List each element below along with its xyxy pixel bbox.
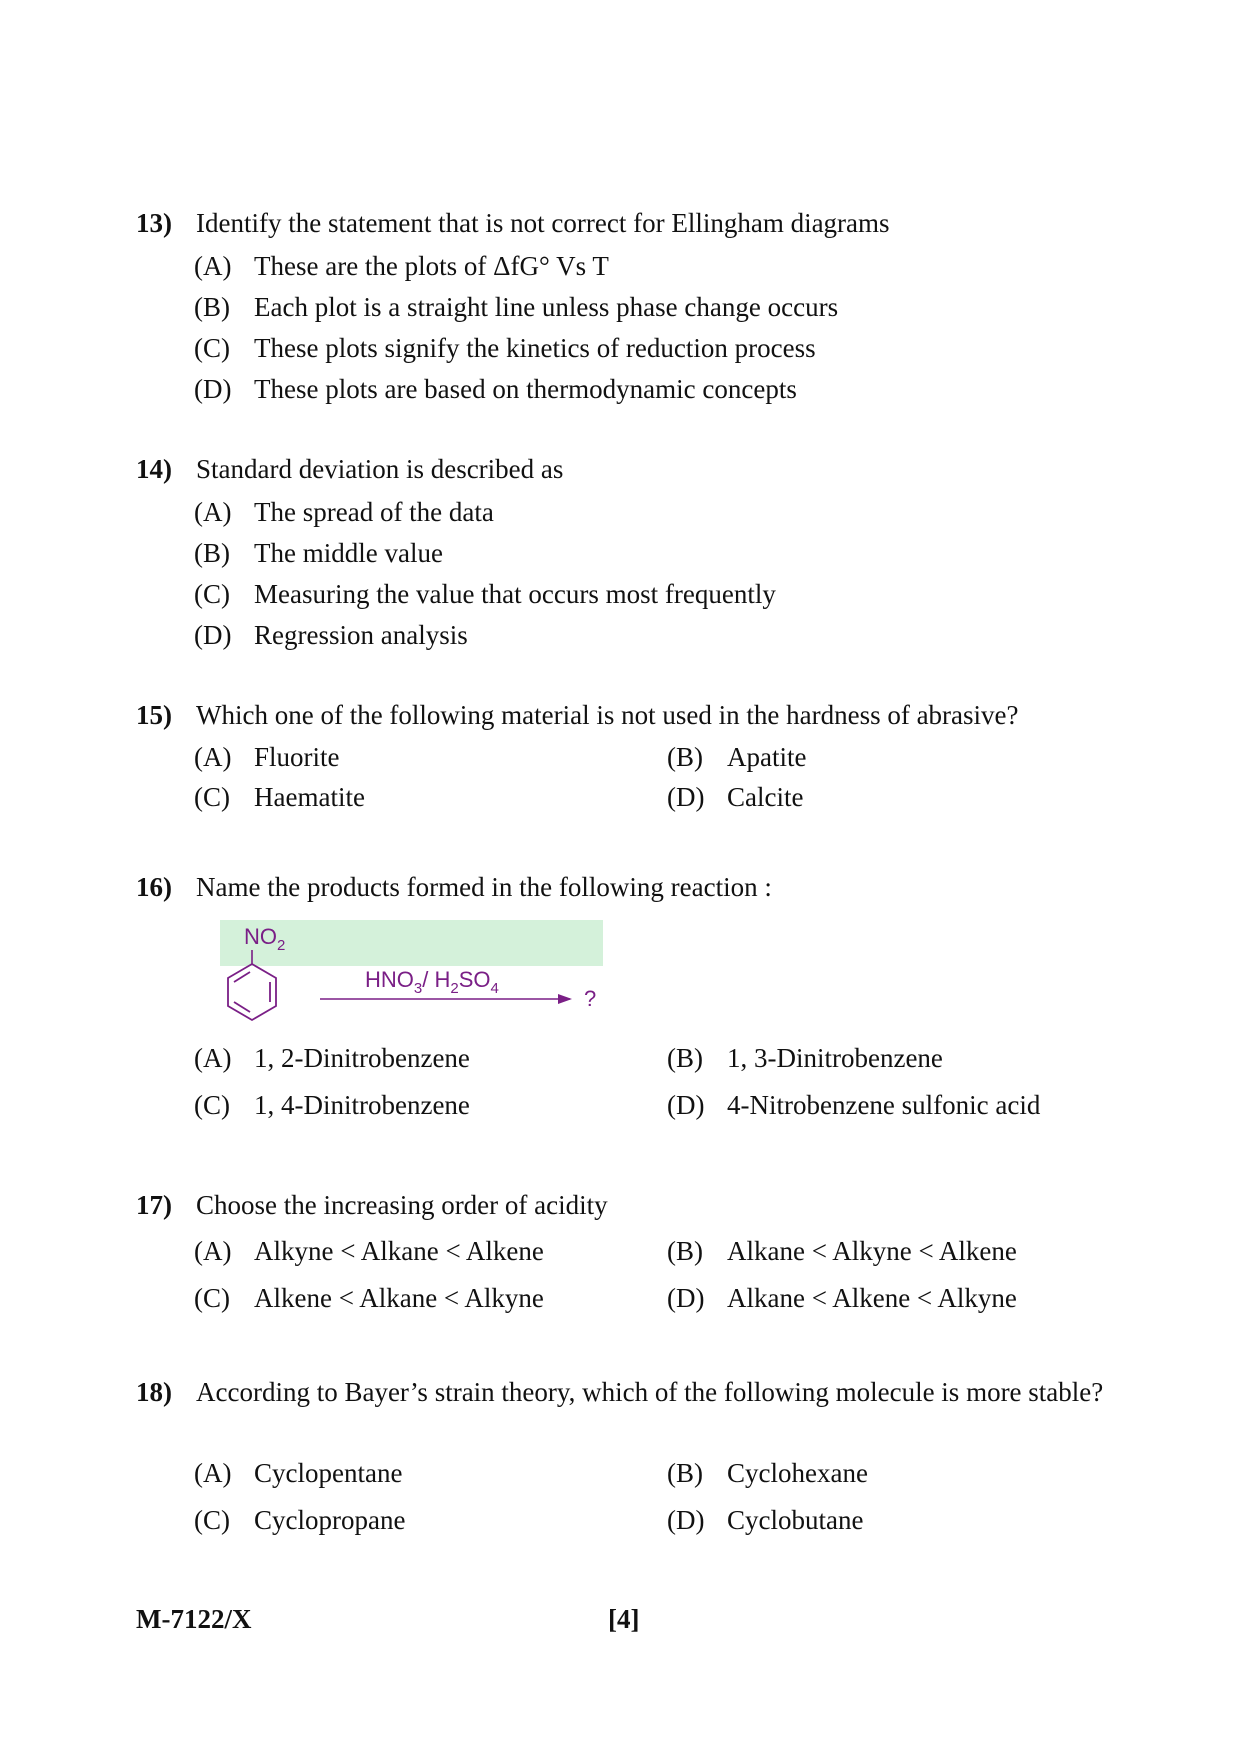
question-text: Choose the increasing order of acidity <box>196 1190 608 1220</box>
benzene-ring-icon <box>228 964 276 1020</box>
option-a: (A) Cyclopentane <box>194 1458 403 1488</box>
paper-code: M-7122/X <box>136 1604 252 1634</box>
product-label: ? <box>584 986 597 1011</box>
option-b: (B) Alkane < Alkyne < Alkene <box>667 1236 1017 1266</box>
option-c: (C) These plots signify the kinetics of reduction process <box>194 333 816 363</box>
option-c: (C) Cyclopropane <box>194 1505 406 1535</box>
option-d: (D) 4-Nitrobenzene sulfonic acid <box>667 1090 1041 1120</box>
option-b: (B) The middle value <box>194 538 443 568</box>
option-d: (D) Regression analysis <box>194 620 468 650</box>
question-18 <box>136 1375 1116 1410</box>
option-c: (C) 1, 4-Dinitrobenzene <box>194 1090 470 1120</box>
question-13 <box>136 206 1116 241</box>
option-a: (A) Alkyne < Alkane < Alkene <box>194 1236 544 1266</box>
question-text: Identify the statement that is not correct for Ellingham diagrams <box>196 208 890 238</box>
option-d: (D) Alkane < Alkene < Alkyne <box>667 1283 1017 1313</box>
option-a: (A) 1, 2-Dinitrobenzene <box>194 1043 470 1073</box>
question-17 <box>136 1188 1116 1223</box>
option-a: (A) The spread of the data <box>194 497 494 527</box>
option-d: (D) Cyclobutane <box>667 1505 864 1535</box>
question-16 <box>136 870 1116 905</box>
option-b: (B) Apatite <box>667 742 807 772</box>
option-c: (C) Alkene < Alkane < Alkyne <box>194 1283 544 1313</box>
question-15 <box>136 698 1116 733</box>
nitro-group-label: $NO_2$ <box>244 924 286 954</box>
page-number: [4] <box>608 1604 640 1634</box>
reagent-label: $HNO_3/$ $H_2SO_4$ <box>365 967 499 997</box>
option-b: (B) Each plot is a straight line unless phase change occurs <box>194 292 839 322</box>
option-c: (C) Haematite <box>194 782 365 812</box>
option-d: (D) These plots are based on thermodynamic concepts <box>194 374 797 404</box>
option-b: (B) 1, 3-Dinitrobenzene <box>667 1043 943 1073</box>
question-number: 17) <box>136 1190 172 1220</box>
question-text: Standard deviation is described as <box>196 454 564 484</box>
question-14 <box>136 452 1116 487</box>
question-number: 13) <box>136 208 172 238</box>
question-text: Which one of the following material is not used in the hardness of abrasive? <box>196 700 1019 730</box>
option-d: (D) Calcite <box>667 782 804 812</box>
option-a: (A) Fluorite <box>194 742 340 772</box>
question-number: 18) <box>136 1377 172 1407</box>
option-b: (B) Cyclohexane <box>667 1458 868 1488</box>
reaction-scheme <box>220 912 610 1034</box>
question-text: According to Bayer’s strain theory, which of the following molecule is more stable? <box>196 1377 1104 1407</box>
option-c: (C) Measuring the value that occurs most frequently <box>194 579 776 609</box>
question-number: 14) <box>136 454 172 484</box>
option-a: (A) These are the plots of ΔfG° Vs T <box>194 251 609 281</box>
arrow-head-icon <box>558 994 572 1004</box>
question-number: 16) <box>136 872 172 902</box>
reaction-diagram <box>220 912 610 1034</box>
question-text: Name the products formed in the following reaction : <box>196 872 772 902</box>
question-number: 15) <box>136 700 172 730</box>
